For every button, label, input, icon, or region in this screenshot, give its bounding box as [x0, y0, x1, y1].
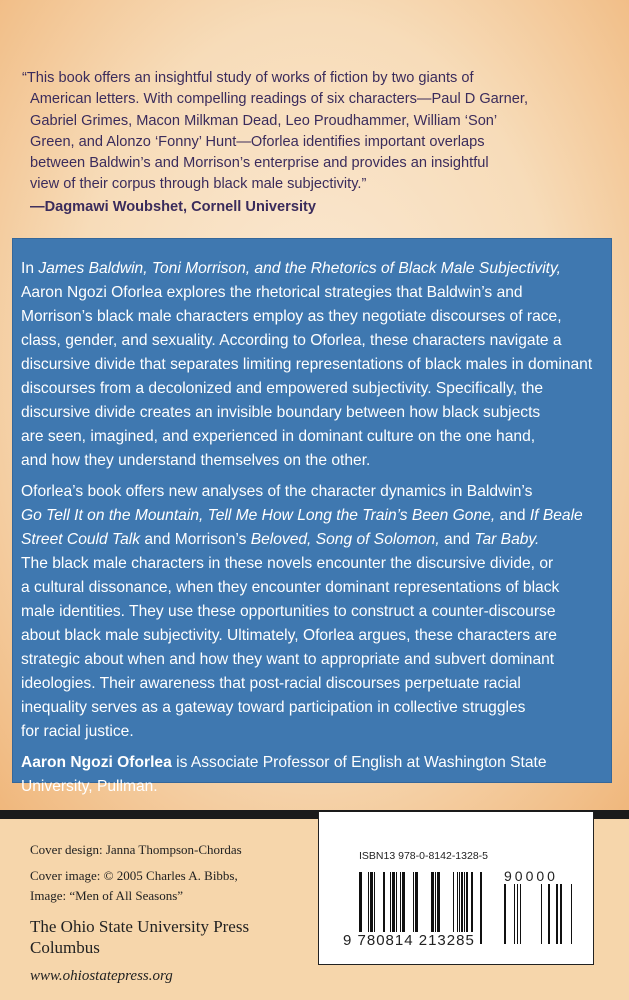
text-segment: are seen, imagined, and experienced in dominant culture on the one hand, [21, 428, 536, 445]
barcode-bar [571, 884, 572, 944]
text-line [21, 696, 611, 720]
quote-line: “This book offers an insightful study of works of fiction by two giants of [22, 70, 474, 86]
author-bio: Aaron Ngozi Oforlea is Associate Professor of English at Washington State University, Pullman. [21, 754, 547, 795]
barcode-bar [548, 884, 550, 944]
text-line [21, 401, 611, 425]
text-segment: and how they understand themselves on the other. [21, 452, 371, 469]
title-text: If Beale [529, 507, 583, 524]
publisher-city: Columbus [30, 938, 100, 957]
text-segment: Oforlea’s book offers new analyses of the character dynamics in Baldwin’s [21, 483, 533, 500]
text-line [21, 648, 611, 672]
publisher-url: www.ohiostatepress.org [30, 968, 173, 984]
text-line [21, 305, 611, 329]
text-line [21, 504, 611, 528]
barcode-bar [459, 872, 460, 938]
cover-image-title: Image: “Men of All Seasons” [30, 888, 184, 903]
text-line [21, 624, 611, 648]
text-line [21, 425, 611, 449]
quote-line: between Baldwin’s and Morrison’s enterprise and provides an insightful [30, 155, 489, 172]
barcode-bar [541, 884, 542, 944]
barcode-bar [374, 872, 375, 938]
quote-line: American letters. With compelling readings of six characters—Paul D Garner, [30, 91, 529, 108]
barcode-bar [556, 884, 558, 944]
text-line [21, 528, 611, 552]
text-segment: a cultural dissonance, when they encounter dominant representations of black [21, 579, 560, 596]
cover-image-credit: Cover image: © 2005 Charles A. Bibbs, [30, 868, 238, 883]
isbn-label: ISBN13 978-0-8142-1328-5 [359, 850, 489, 862]
cover-design-credit: Cover design: Janna Thompson-Chordas [30, 842, 242, 857]
endorsement-quote [22, 68, 528, 218]
barcode-bar [520, 884, 521, 944]
text-line [21, 353, 611, 377]
title-text: James Baldwin, Toni Morrison, and the Rhetorics of Black Male Subjectivity, [38, 260, 561, 277]
barcode-bar [437, 872, 440, 938]
barcode-bar [457, 872, 458, 938]
text-segment: Morrison’s black male characters employ as they negotiate discourses of race, [21, 308, 562, 325]
barcode-bar [413, 872, 414, 938]
barcode-bar [368, 872, 369, 938]
description-body [21, 257, 611, 806]
text-segment: discourses from a decolonized and empowered subjectivity. Specifically, the [21, 380, 544, 397]
barcode-bar [400, 872, 401, 938]
quote-line: view of their corpus through black male subjectivity.” [30, 176, 367, 193]
text-line [21, 552, 611, 576]
credits [30, 840, 249, 986]
text-line [21, 576, 611, 600]
barcode-bar [415, 872, 418, 938]
ean-number: 9 780814 213285 [343, 932, 475, 949]
text-segment: Aaron Ngozi Oforlea explores the rhetorical strategies that Baldwin’s and [21, 284, 523, 301]
text-segment: inequality serves as a gateway toward participation in collective struggles [21, 699, 526, 716]
barcode-bar [466, 872, 468, 938]
text-line [21, 449, 611, 473]
description-paragraph [21, 257, 611, 473]
barcode-bar [390, 872, 391, 938]
title-text: Tar Baby. [474, 531, 540, 548]
text-segment: ideologies. Their awareness that post-racial discourses perpetuate racial [21, 675, 521, 692]
barcode-bar [370, 872, 373, 938]
author-name: Aaron Ngozi Oforlea [21, 754, 172, 771]
barcode-bar [560, 884, 562, 944]
text-segment: The black male characters in these novels encounter the discursive divide, or [21, 555, 554, 572]
barcode-bar [402, 872, 405, 938]
isbn-barcode [318, 812, 594, 965]
title-text: Street Could Talk [21, 531, 141, 548]
text-line [21, 600, 611, 624]
text-segment: class, gender, and sexuality. According to Oforlea, these characters navigate a [21, 332, 562, 349]
title-text: Beloved, Song of Solomon, [250, 531, 440, 548]
text-segment: and Morrison’s [140, 531, 251, 548]
text-segment: male identities. They use these opportunities to construct a counter-discourse [21, 603, 556, 620]
barcode-bar [453, 872, 454, 938]
barcode-bar [383, 872, 385, 938]
description-paragraph [21, 480, 611, 744]
text-line [21, 257, 611, 281]
barcode-bar [517, 884, 518, 944]
text-segment: and [439, 531, 475, 548]
barcode-bar [435, 872, 436, 938]
quote-line: Gabriel Grimes, Macon Milkman Dead, Leo Proudhammer, William ‘Son’ [30, 112, 498, 129]
barcode-bar [461, 872, 463, 938]
text-segment: about black male subjectivity. Ultimately, Oforlea argues, these characters are [21, 627, 557, 644]
barcode-bar [514, 884, 515, 944]
barcode-bar [392, 872, 395, 938]
text-line [21, 672, 611, 696]
text-segment: and [495, 507, 530, 524]
barcode-bar [431, 872, 434, 938]
publisher: The Ohio State University Press [30, 917, 250, 936]
text-line [21, 480, 611, 504]
barcode-bar [464, 872, 465, 938]
quote-attribution: —Dagmawi Woubshet, Cornell University [30, 198, 316, 215]
text-segment: In [21, 260, 39, 277]
text-line [21, 377, 611, 401]
price-code: 90000 [504, 868, 558, 884]
title-text: Go Tell It on the Mountain, Tell Me How Long the Train’s Been Gone, [21, 507, 496, 524]
barcode-bar [471, 872, 473, 938]
text-line [21, 329, 611, 353]
text-segment: discursive divide creates an invisible boundary between how black subjects [21, 404, 541, 421]
text-segment: for racial justice. [21, 723, 134, 740]
text-segment: discursive divide that separates limiting representations of black males in dominant [21, 356, 593, 373]
text-line [21, 720, 611, 744]
barcode-bar [504, 884, 506, 944]
quote-line: Green, and Alonzo ‘Fonny’ Hunt—Oforlea identifies important overlaps [30, 133, 485, 150]
text-line [21, 281, 611, 305]
barcode-bar [396, 872, 397, 938]
description-panel [12, 238, 612, 795]
text-segment: strategic about when and how they want to appropriate and subvert dominant [21, 651, 555, 668]
barcode-bar [480, 872, 482, 944]
